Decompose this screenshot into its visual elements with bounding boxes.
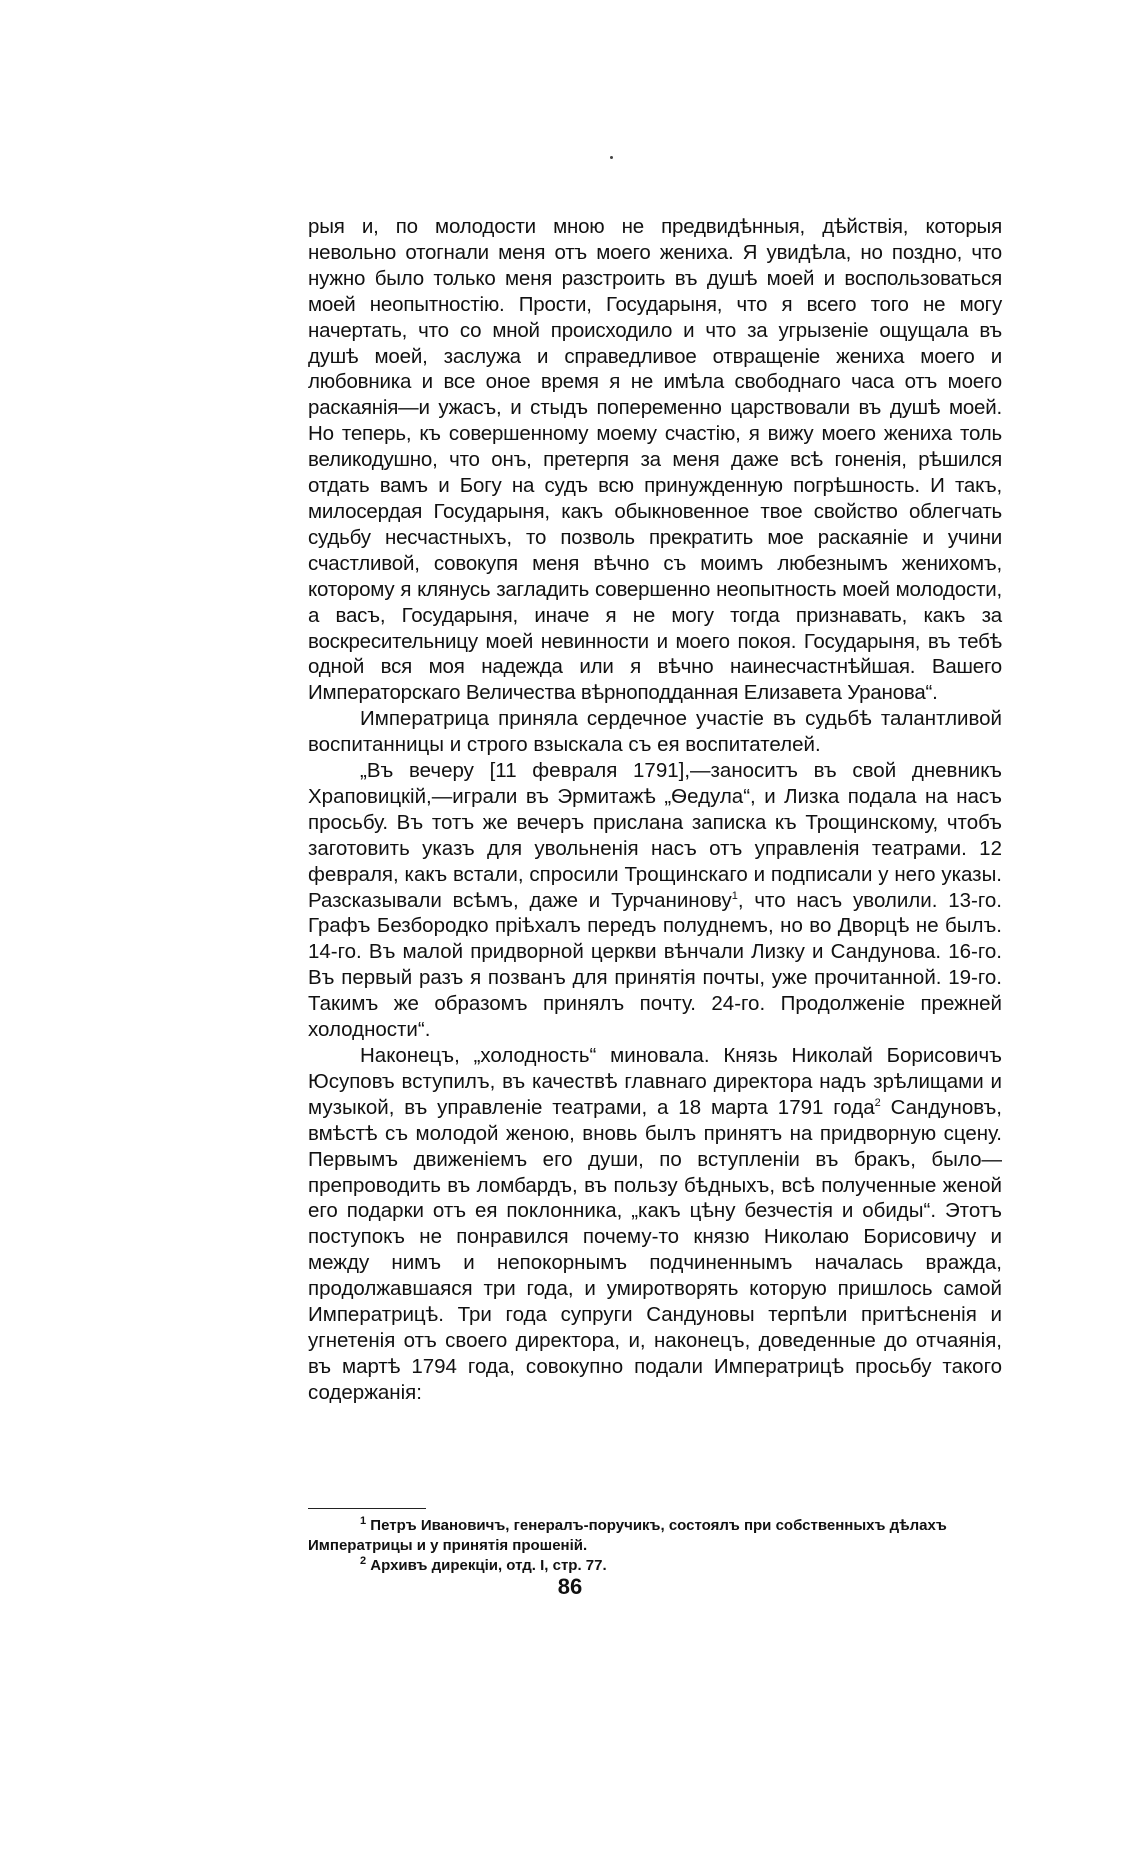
paragraph-finally	[308, 1043, 1002, 1406]
page-number: 86	[557, 1574, 583, 1599]
paragraph-empress: Императрица приняла сердечное участіе въ судьбѣ талантливой воспитанницы и строго взыскала съ ея воспитателей.	[308, 707, 1002, 757]
paragraph-diary	[308, 758, 1002, 1043]
footnote-1-text: Петръ Ивановичъ, генералъ-поручикъ, состоялъ при собственныхъ дѣлахъ Императрицы и у принятія прошеній.	[308, 1517, 947, 1554]
diary-text-part2: , что насъ уволили. 13-го. Графъ Безбородко пріѣхалъ передъ полуднемъ, но во Дворцѣ не былъ. 14-го. Въ малой придворной церкви вѣнчали Лизку и Сандунова. 16-го. Въ первый разъ я позванъ для принятія почты, уже прочитанной. 19-го. Такимъ же образомъ принялъ почту. 24-го. Продолженіе прежней холодности“.	[308, 888, 1002, 1042]
body-text	[308, 214, 1002, 1406]
finally-text-part1: Наконецъ, „холодность“ миновала. Князь Николай Борисовичъ Юсуповъ вступилъ, въ качествѣ главнаго директора надъ зрѣлищами и музыкой, въ управленіе театрами, а 18 марта 1791 года	[308, 1044, 1002, 1119]
footnote-mark-2: 2	[360, 1555, 367, 1567]
finally-text-part2: Сандуновъ, вмѣстѣ съ молодой женою, вновь былъ принятъ на придворную сцену. Первымъ движеніемъ его души, по вступленіи въ бракъ, было—препроводить въ ломбардъ, въ пользу бѣдныхъ, всѣ полученные женой его подарки отъ ея поклонника, „какъ цѣну безчестія и обиды“. Этотъ поступокъ не понравился почему-то князю Николаю Борисовичу и между нимъ и непокорнымъ подчиненнымъ началась вражда, продолжавшаяся три года, и умиротворять которую пришлось самой Императрицѣ. Три года супруги Сандуновы терпѣли притѣсненія и угнетенія отъ своего директора, и, наконецъ, доведенные до отчаянія, въ мартѣ 1794 года, совокупно подали Императрицѣ просьбу такого содержанія:	[308, 1095, 1002, 1404]
diary-text-part1: „Въ вечеру [11 февраля 1791],—заноситъ въ свой дневникъ Храповицкій,—играли въ Эрмитажѣ „Ѳедула“, и Лизка подала на насъ просьбу. Въ тотъ же вечеръ прислана записка къ Трощинскому, чтобъ заготовить указъ для увольненія насъ отъ управленія театрами. 12 февраля, какъ встали, спросили Трощинскаго и подписали у него указы. Разсказывали всѣмъ, даже и Турчанинову	[308, 759, 1002, 912]
footnote-separator	[308, 1508, 426, 1509]
footnotes	[308, 1516, 1002, 1576]
footnote-2	[308, 1556, 1002, 1576]
print-speck	[610, 156, 613, 159]
footnote-2-text: Архивъ дирекціи, отд. I, стр. 77.	[366, 1557, 607, 1574]
footnote-ref-2: 2	[874, 1096, 881, 1109]
footnote-mark-1: 1	[360, 1515, 367, 1527]
footnote-1	[308, 1516, 1002, 1556]
footnote-ref-1: 1	[731, 889, 738, 902]
paragraph-letter-end: рыя и, по молодости мною не предвидѣнныя, дѣйствія, которыя невольно отогнали меня отъ моего жениха. Я увидѣла, но поздно, что нужно было только меня разстроить въ душѣ моей и воспользоваться моей неопытностію. Прости, Государыня, что я всего того не могу начертать, что со мной происходило и что за угрызеніе ощущала въ душѣ моей, заслужа и справедливое отвращеніе жениха моего и любовника и все оное время я не имѣла свободнаго часа отъ моего раскаянія—и ужасъ, и стыдъ попеременно царствовали въ душѣ моей. Но теперь, къ совершенному моему счастію, я вижу моего жениха толь великодушно, что онъ, претерпя за меня даже всѣ гоненія, рѣшился отдать вамъ и Богу на судъ всю принужденную погрѣшность. И такъ, милосердая Государыня, какъ обыкновенное твое свойство облегчать судьбу несчастныхъ, то позволь прекратить мое раскаяніе и учини счастливой, совокупя меня вѣчно съ моимъ любезнымъ женихомъ, которому я клянусь загладить совершенно неопытность моей молодости, а васъ, Государыня, иначе я не могу тогда признавать, какъ за воскресительницу моей невинности и моего покоя. Государыня, въ тебѣ одной вся моя надежда или я вѣчно наинесчастнѣйшая. Вашего Императорскаго Величества вѣрноподданная Елизавета Уранова“.	[308, 215, 1002, 705]
